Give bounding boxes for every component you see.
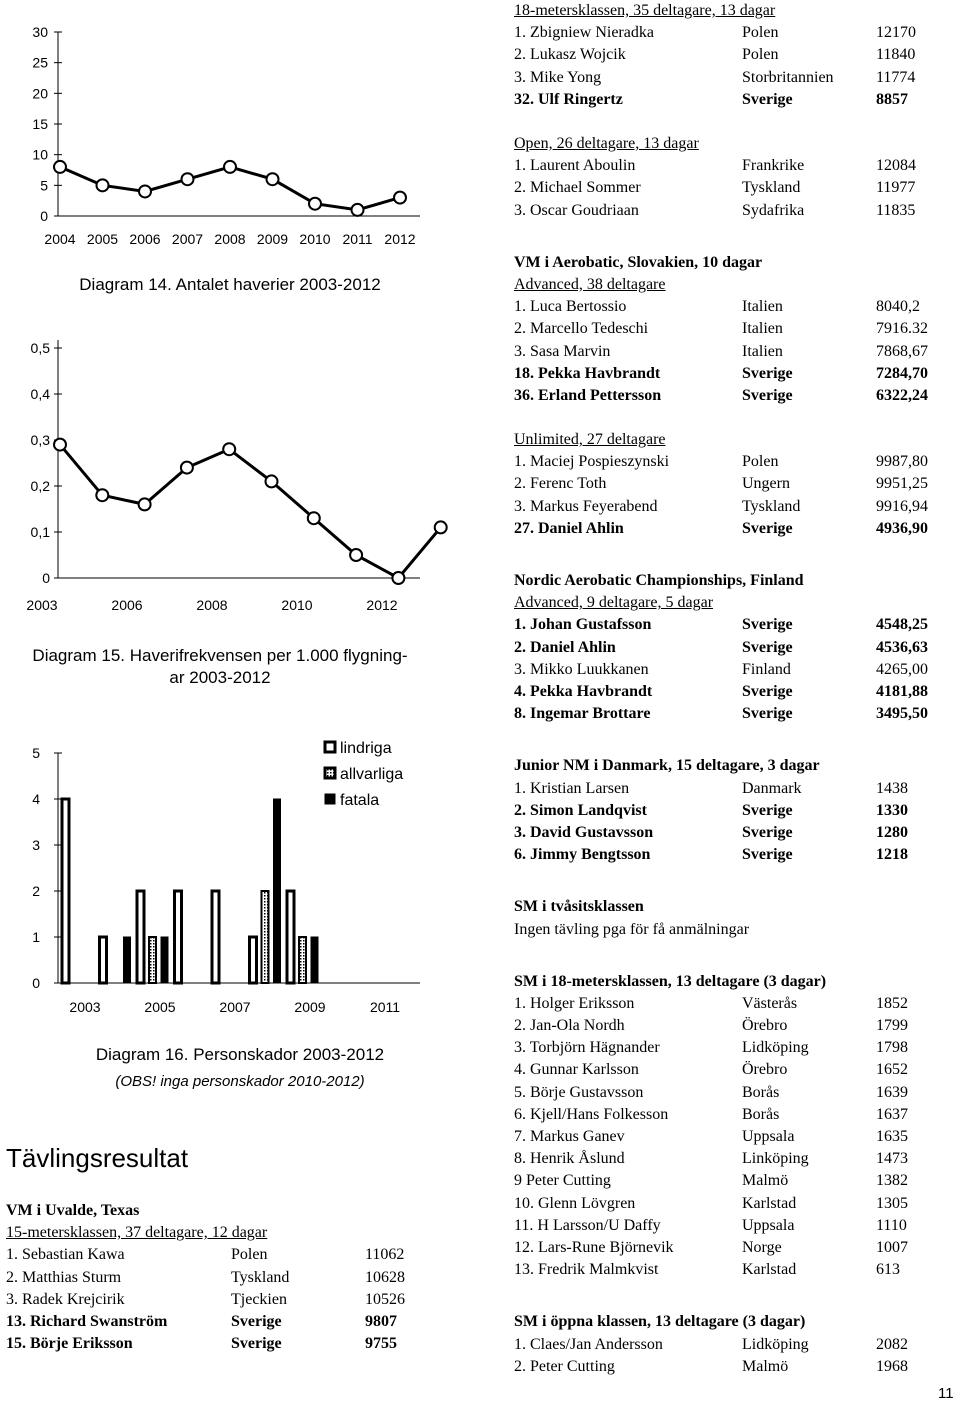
data-point (352, 204, 364, 216)
result-row (514, 44, 954, 66)
result-country: Sverige (742, 705, 793, 723)
result-row (514, 1104, 954, 1126)
result-country: Sverige (742, 616, 793, 634)
bar-allvarliga (299, 937, 306, 983)
result-row (514, 1059, 954, 1081)
competition-title: Nordic Aerobatic Championships, Finland (514, 572, 804, 590)
x-tick-label: 2012 (366, 597, 398, 613)
result-score: 7868,67 (876, 342, 928, 360)
bar-fatala (161, 937, 168, 983)
x-tick-label: 2008 (214, 231, 246, 247)
result-score: 8040,2 (876, 298, 920, 316)
result-score: 2082 (876, 1335, 908, 1353)
y-tick-label: 0,4 (30, 386, 50, 402)
class-subtitle: 18-metersklassen, 35 deltagare, 13 dagar (514, 2, 776, 19)
result-country: Malmö (742, 1357, 789, 1375)
result-score: 1968 (876, 1357, 908, 1375)
result-row (514, 341, 954, 363)
result-row (514, 451, 954, 473)
data-point (182, 173, 194, 185)
result-score: 11840 (876, 46, 916, 64)
result-score: 1330 (876, 801, 908, 819)
data-point (308, 512, 320, 524)
result-country: Sverige (742, 823, 793, 841)
result-country: Sverige (742, 90, 793, 108)
x-tick-label: 2006 (129, 231, 161, 247)
legend-swatch-allvarliga (325, 768, 335, 778)
result-country: Lidköping (742, 1335, 809, 1353)
result-name: 3. Sasa Marvin (514, 342, 611, 360)
result-row (6, 1311, 426, 1333)
result-country: Sverige (742, 682, 793, 700)
y-tick-label: 0,2 (30, 478, 50, 494)
result-name: 2. Peter Cutting (514, 1357, 615, 1375)
chart-haverier-svg (0, 0, 480, 260)
result-name: 6. Kjell/Hans Folkesson (514, 1105, 669, 1123)
result-name: 2. Matthias Sturm (6, 1268, 122, 1286)
result-row (514, 496, 954, 518)
result-name: 4. Gunnar Karlsson (514, 1061, 639, 1079)
result-name: 2. Simon Landqvist (514, 801, 647, 819)
result-score: 4936,90 (876, 519, 928, 537)
result-score: 1799 (876, 1017, 908, 1035)
result-name: 2. Lukasz Wojcik (514, 46, 626, 64)
result-score: 9916,94 (876, 497, 928, 515)
result-name: 13. Richard Swanström (6, 1312, 168, 1330)
section-gap (514, 725, 954, 755)
result-name: 1. Johan Gustafsson (514, 616, 652, 634)
result-country: Ungern (742, 475, 790, 493)
right-results (514, 0, 954, 1378)
result-name: 1. Maciej Pospieszynski (514, 453, 670, 471)
result-row (514, 363, 954, 385)
data-point (224, 161, 236, 173)
result-score: 9987,80 (876, 453, 928, 471)
result-row (514, 703, 954, 725)
result-score: 9951,25 (876, 475, 928, 493)
section-gap (514, 941, 954, 971)
result-name: 32. Ulf Ringertz (514, 90, 623, 108)
result-row (514, 473, 954, 495)
result-country: Örebro (742, 1061, 788, 1079)
result-name: 4. Pekka Havbrandt (514, 682, 653, 700)
result-country: Örebro (742, 1017, 788, 1035)
result-country: Uppsala (742, 1216, 795, 1234)
section-gap (514, 866, 954, 896)
result-score: 1218 (876, 846, 908, 864)
result-score: 11062 (365, 1246, 405, 1264)
result-country: Borås (742, 1083, 780, 1101)
x-tick-label: 2004 (44, 231, 76, 247)
result-row (514, 637, 954, 659)
chart-personskador (0, 730, 480, 1030)
data-point (267, 173, 279, 185)
result-row (514, 1126, 954, 1148)
competition-title: VM i Uvalde, Texas (6, 1202, 140, 1219)
result-score: 1382 (876, 1172, 908, 1190)
result-name: 3. Torbjörn Hägnander (514, 1039, 660, 1057)
result-row (514, 155, 954, 177)
result-row (514, 1215, 954, 1237)
result-row (514, 318, 954, 340)
result-score: 1007 (876, 1238, 908, 1256)
result-name: 1. Luca Bertossio (514, 298, 627, 316)
result-score: 8857 (876, 90, 908, 108)
legend-label-allvarliga: allvarliga (340, 766, 404, 783)
result-row (514, 296, 954, 318)
result-name: 1. Claes/Jan Andersson (514, 1335, 663, 1353)
y-tick-label: 5 (32, 745, 40, 761)
competition-note: Ingen tävling pga för få anmälningar (514, 920, 750, 938)
result-name: 3. Radek Krejcirik (6, 1290, 125, 1308)
result-score: 613 (876, 1261, 900, 1279)
result-country: Norge (742, 1238, 782, 1256)
result-row (514, 67, 954, 89)
section-heading: Tävlingsresultat (6, 1143, 189, 1173)
result-row (514, 22, 954, 44)
result-country: Frankrike (742, 157, 805, 175)
x-tick-label: 2005 (144, 999, 176, 1015)
result-name: 2. Jan-Ola Nordh (514, 1017, 625, 1035)
x-tick-label: 2008 (196, 597, 228, 613)
result-row (514, 822, 954, 844)
bar-lindriga (250, 937, 257, 983)
series-line (60, 445, 441, 578)
result-row (514, 614, 954, 636)
competition-title: VM i Aerobatic, Slovakien, 10 dagar (514, 253, 763, 271)
bar-lindriga (287, 891, 294, 983)
result-score: 9807 (365, 1312, 397, 1330)
caption-diagram-16: Diagram 16. Personskador 2003-2012 (95, 1045, 385, 1064)
result-name: 2. Michael Sommer (514, 179, 641, 197)
result-country: Uppsala (742, 1128, 795, 1146)
result-country: Linköping (742, 1150, 809, 1168)
competition-title: SM i öppna klassen, 13 deltagare (3 dagar) (514, 1313, 806, 1331)
result-score: 12084 (876, 157, 916, 175)
y-tick-label: 10 (32, 146, 48, 163)
result-row (6, 1289, 426, 1311)
chart-haverifrekvens (0, 320, 480, 620)
result-score: 9755 (365, 1335, 397, 1353)
result-score: 3495,50 (876, 705, 928, 723)
result-score: 10526 (365, 1290, 405, 1308)
page-number: 11 (938, 1385, 954, 1402)
result-name: 12. Lars-Rune Björnevik (514, 1238, 674, 1256)
legend-label-fatala: fatala (340, 792, 380, 809)
result-name: 18. Pekka Havbrandt (514, 364, 661, 382)
result-score: 10628 (365, 1268, 405, 1286)
x-tick-label: 2006 (111, 597, 143, 613)
section-gap (514, 407, 954, 429)
result-country: Sverige (742, 801, 793, 819)
result-score: 11774 (876, 68, 916, 86)
left-results (6, 1200, 426, 1355)
result-name: 11. H Larsson/U Daffy (514, 1216, 661, 1234)
result-score: 1438 (876, 779, 908, 797)
y-tick-label: 5 (40, 177, 48, 194)
result-row (6, 1244, 426, 1266)
result-country: Italien (742, 320, 783, 338)
data-point (394, 192, 406, 204)
y-tick-label: 3 (32, 837, 40, 853)
result-row (514, 800, 954, 822)
x-tick-label: 2005 (86, 231, 119, 247)
result-row (514, 681, 954, 703)
bar-lindriga (137, 891, 144, 983)
result-score: 7916.32 (876, 320, 928, 338)
data-point (350, 549, 362, 561)
result-name: 3. David Gustavsson (514, 823, 654, 841)
section-gap (514, 1281, 954, 1311)
result-country: Polen (231, 1246, 268, 1264)
result-row (514, 385, 954, 407)
data-point (309, 198, 321, 210)
legend-swatch-fatala (325, 794, 335, 804)
result-name: 1. Zbigniew Nieradka (514, 24, 654, 42)
result-country: Sverige (742, 638, 793, 656)
bar-fatala (311, 937, 318, 983)
class-subtitle: Advanced, 38 deltagare (514, 275, 666, 293)
result-row (514, 177, 954, 199)
result-country: Tyskland (742, 497, 801, 515)
y-tick-label: 25 (32, 54, 48, 71)
result-country: Sverige (231, 1312, 282, 1330)
result-row (514, 1037, 954, 1059)
result-row (514, 200, 954, 222)
result-name: 3. Mikko Luukkanen (514, 660, 649, 678)
result-name: 3. Oscar Goudriaan (514, 201, 639, 219)
bar-lindriga (212, 891, 219, 983)
result-row (514, 1015, 954, 1037)
caption-diagram-15-line1: Diagram 15. Haverifrekvensen per 1.000 flygning- (32, 646, 408, 665)
x-tick-label: 2007 (171, 231, 204, 247)
result-score: 1110 (876, 1216, 907, 1234)
result-row (514, 778, 954, 800)
class-subtitle: Unlimited, 27 deltagare (514, 431, 666, 449)
result-score: 1852 (876, 994, 908, 1012)
data-point (266, 475, 278, 487)
x-tick-label: 2011 (369, 999, 401, 1015)
result-country: Tyskland (742, 179, 801, 197)
result-name: 9 Peter Cutting (514, 1172, 611, 1190)
result-country: Polen (742, 453, 779, 471)
result-name: 27. Daniel Ahlin (514, 519, 624, 537)
data-point (392, 572, 404, 584)
result-name: 1. Laurent Aboulin (514, 157, 636, 175)
bar-lindriga (175, 891, 182, 983)
legend-swatch-lindriga (325, 742, 335, 752)
x-tick-label: 2011 (342, 231, 373, 247)
caption-diagram-15-line2: ar 2003-2012 (169, 668, 271, 687)
data-point (139, 185, 151, 197)
result-score: 7284,70 (876, 364, 928, 382)
x-tick-label: 2010 (281, 597, 313, 613)
result-country: Polen (742, 24, 779, 42)
result-country: Storbritannien (742, 68, 834, 86)
result-country: Finland (742, 660, 791, 678)
bar-fatala (124, 937, 131, 983)
result-row (514, 1193, 954, 1215)
result-row (514, 518, 954, 540)
result-country: Italien (742, 342, 783, 360)
x-tick-label: 2003 (26, 597, 58, 613)
result-country: Karlstad (742, 1261, 797, 1279)
result-name: 10. Glenn Lövgren (514, 1194, 636, 1212)
result-row (514, 1237, 954, 1259)
competition-title: SM i 18-metersklassen, 13 deltagare (3 dagar) (514, 972, 827, 990)
result-row (6, 1267, 426, 1289)
result-score: 11835 (876, 201, 916, 219)
result-name: 2. Ferenc Toth (514, 475, 607, 493)
result-score: 11977 (876, 179, 916, 197)
result-row (514, 844, 954, 866)
data-point (54, 439, 66, 451)
result-score: 1305 (876, 1194, 908, 1212)
y-tick-label: 0 (42, 570, 50, 586)
result-row (514, 1356, 954, 1378)
x-tick-label: 2003 (69, 999, 101, 1015)
result-name: 3. Markus Feyerabend (514, 497, 658, 515)
result-country: Sverige (742, 519, 793, 537)
result-name: 1. Holger Eriksson (514, 994, 635, 1012)
x-tick-label: 2010 (299, 231, 331, 247)
caption-diagram-14: Diagram 14. Antalet haverier 2003-2012 (79, 275, 381, 294)
y-tick-label: 20 (32, 85, 48, 102)
data-point (96, 489, 108, 501)
result-score: 1639 (876, 1083, 908, 1101)
y-tick-label: 1 (32, 929, 40, 945)
result-name: 5. Börje Gustavsson (514, 1083, 644, 1101)
result-row (6, 1333, 426, 1355)
result-row (514, 89, 954, 111)
bar-allvarliga (262, 891, 269, 983)
competition-title: SM i tvåsitsklassen (514, 898, 644, 916)
result-country: Sverige (742, 364, 793, 382)
result-name: 2. Daniel Ahlin (514, 638, 616, 656)
data-point (139, 498, 151, 510)
result-name: 1. Kristian Larsen (514, 779, 630, 797)
result-score: 1473 (876, 1150, 908, 1168)
result-name: 6. Jimmy Bengtsson (514, 846, 651, 864)
result-country: Borås (742, 1105, 780, 1123)
result-country: Tyskland (231, 1268, 290, 1286)
section-gap (514, 222, 954, 252)
legend-label-lindriga: lindriga (340, 740, 392, 757)
result-score: 4181,88 (876, 682, 928, 700)
y-tick-label: 0,5 (30, 340, 50, 356)
bar-lindriga (62, 799, 69, 983)
caption-diagram-16-note: (OBS! inga personskador 2010-2012) (115, 1073, 365, 1090)
result-name: 7. Markus Ganev (514, 1128, 625, 1146)
result-country: Danmark (742, 779, 802, 797)
y-tick-label: 0 (32, 975, 40, 991)
y-tick-label: 4 (32, 791, 40, 807)
bar-allvarliga (149, 937, 156, 983)
chart-haverifrekvens-svg (0, 320, 480, 620)
result-name: 15. Börje Eriksson (6, 1335, 133, 1353)
result-row (514, 1148, 954, 1170)
y-tick-label: 0 (40, 208, 48, 224)
y-tick-label: 2 (32, 883, 40, 899)
competition-title: Junior NM i Danmark, 15 deltagare, 3 dagar (514, 757, 820, 775)
result-country: Tjeckien (231, 1290, 287, 1308)
result-country: Sverige (742, 846, 793, 864)
data-point (435, 521, 447, 533)
section-gap (514, 540, 954, 570)
section-gap (514, 111, 954, 133)
data-point (181, 462, 193, 474)
result-score: 6322,24 (876, 386, 928, 404)
x-tick-label: 2012 (384, 231, 416, 247)
result-row (514, 993, 954, 1015)
result-name: 3. Mike Yong (514, 68, 602, 86)
class-subtitle: 15-metersklassen, 37 deltagare, 12 dagar (6, 1224, 268, 1242)
result-country: Italien (742, 298, 783, 316)
result-row (514, 1259, 954, 1281)
result-country: Sydafrika (742, 201, 805, 219)
y-tick-label: 0,1 (30, 524, 50, 540)
class-subtitle: Open, 26 deltagare, 13 dagar (514, 134, 699, 152)
result-row (514, 1334, 954, 1356)
bar-lindriga (100, 937, 107, 983)
result-name: 1. Sebastian Kawa (6, 1246, 125, 1264)
result-row (514, 1082, 954, 1104)
chart-personskador-svg (0, 730, 480, 1030)
y-tick-label: 0,3 (30, 432, 50, 448)
data-point (97, 179, 109, 191)
result-row (514, 1170, 954, 1192)
chart-haverier (0, 0, 480, 260)
result-name: 8. Henrik Åslund (514, 1150, 625, 1168)
result-score: 4265,00 (876, 660, 928, 678)
result-score: 1637 (876, 1105, 908, 1123)
x-tick-label: 2007 (219, 999, 251, 1015)
result-score: 12170 (876, 24, 916, 42)
result-country: Polen (742, 46, 779, 64)
result-country: Sverige (231, 1335, 282, 1353)
result-country: Lidköping (742, 1039, 809, 1057)
result-name: 36. Erland Pettersson (514, 386, 662, 404)
x-tick-label: 2009 (256, 231, 289, 247)
result-score: 1635 (876, 1128, 908, 1146)
result-score: 4548,25 (876, 616, 928, 634)
y-tick-label: 30 (32, 24, 48, 40)
result-score: 1798 (876, 1039, 908, 1057)
result-country: Västerås (742, 994, 798, 1012)
result-country: Sverige (742, 386, 793, 404)
data-point (54, 161, 66, 173)
class-subtitle: Advanced, 9 deltagare, 5 dagar (514, 594, 714, 612)
bar-fatala (274, 799, 281, 983)
result-score: 1652 (876, 1061, 908, 1079)
result-country: Karlstad (742, 1194, 797, 1212)
result-name: 8. Ingemar Brottare (514, 705, 651, 723)
result-score: 1280 (876, 823, 908, 841)
result-name: 2. Marcello Tedeschi (514, 320, 649, 338)
result-row (514, 659, 954, 681)
x-tick-label: 2009 (294, 999, 326, 1015)
data-point (223, 443, 235, 455)
y-tick-label: 15 (32, 116, 48, 132)
result-country: Malmö (742, 1172, 789, 1190)
result-score: 4536,63 (876, 638, 928, 656)
result-name: 13. Fredrik Malmkvist (514, 1261, 659, 1279)
